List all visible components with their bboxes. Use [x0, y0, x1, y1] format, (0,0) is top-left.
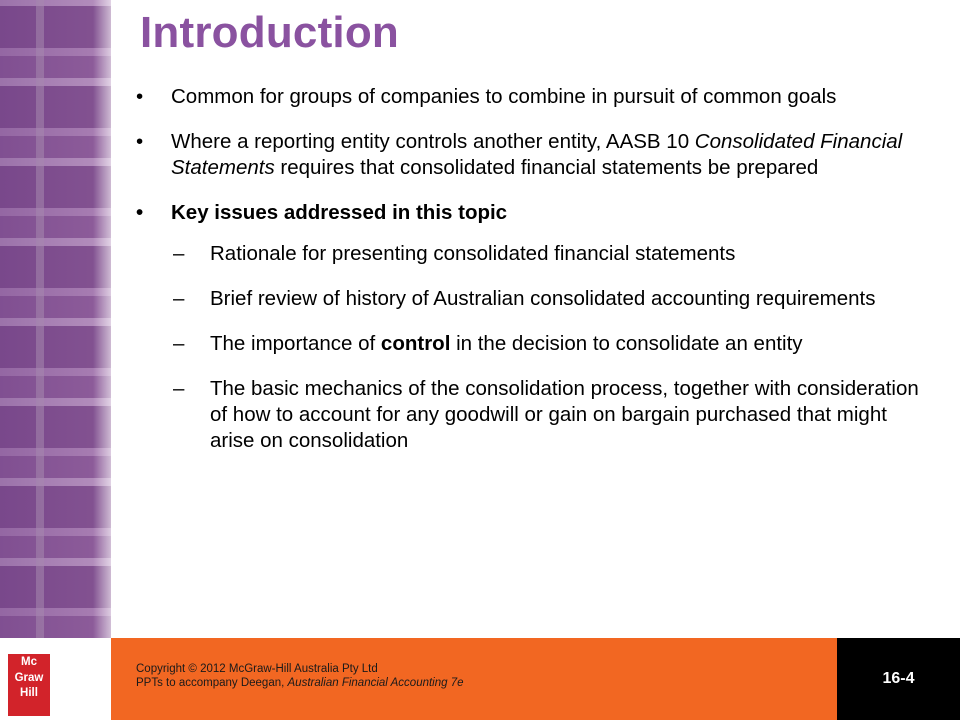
page-number: 16-4 — [837, 638, 960, 720]
bullet-glyph: • — [136, 85, 144, 108]
copyright-notice — [136, 662, 464, 690]
copyright-text: PPTs to accompany Deegan, — [136, 677, 288, 689]
dash-glyph: – — [173, 242, 185, 265]
sub-bullet-text: The basic mechanics of the consolidation process, together with consideration of how to account for any goodwill or gain on bargain purchased that might arise on consolidation — [210, 377, 919, 452]
dash-glyph: – — [173, 287, 185, 310]
logo-line: Mc — [21, 656, 37, 668]
dash-glyph: – — [173, 332, 185, 355]
sub-bullet-text: Brief review of history of Australian consolidated accounting requirements — [210, 287, 876, 310]
slide-footer — [0, 638, 960, 720]
bullet-text-end: requires that consolidated financial statements be prepared — [274, 156, 819, 179]
standard-title: Consolidated Financial Statements — [171, 130, 903, 179]
logo-area — [0, 638, 111, 720]
sub-bullet-item — [136, 286, 926, 312]
book-title: Australian Financial Accounting 7e — [287, 677, 464, 689]
bullet-text: Key issues addressed in this topic — [171, 201, 508, 224]
side-image-fade — [93, 0, 111, 638]
bullet-item — [136, 84, 926, 110]
logo-line: Hill — [20, 687, 38, 699]
sub-bullet-item — [136, 376, 926, 454]
bullet-glyph: • — [136, 201, 144, 224]
bullet-item-key-issues — [136, 200, 926, 226]
dash-glyph: – — [173, 377, 185, 400]
decorative-side-image — [0, 0, 111, 638]
bullet-item — [136, 129, 926, 181]
bullet-text: Common for groups of companies to combine in pursuit of common goals — [171, 85, 837, 108]
logo-line: Graw — [14, 671, 44, 684]
emphasis-control: control — [380, 332, 451, 355]
sub-bullet-item — [136, 241, 926, 267]
slide-content — [136, 84, 926, 473]
bullet-text-start: Where a reporting entity controls another entity, AASB 10 — [171, 130, 695, 153]
bullet-glyph: • — [136, 130, 144, 153]
sub-bullet-text-end: in the decision to consolidate an entity — [450, 332, 803, 355]
mcgraw-hill-logo — [8, 654, 50, 716]
sub-bullet-item — [136, 331, 926, 357]
slide-title: Introduction — [140, 8, 400, 57]
sub-bullet-text: Rationale for presenting consolidated financial statements — [210, 242, 736, 265]
copyright-line: Copyright © 2012 McGraw-Hill Australia Pty Ltd — [136, 663, 378, 675]
sub-bullet-text-start: The importance of — [210, 332, 381, 355]
copyright-line — [136, 676, 464, 690]
